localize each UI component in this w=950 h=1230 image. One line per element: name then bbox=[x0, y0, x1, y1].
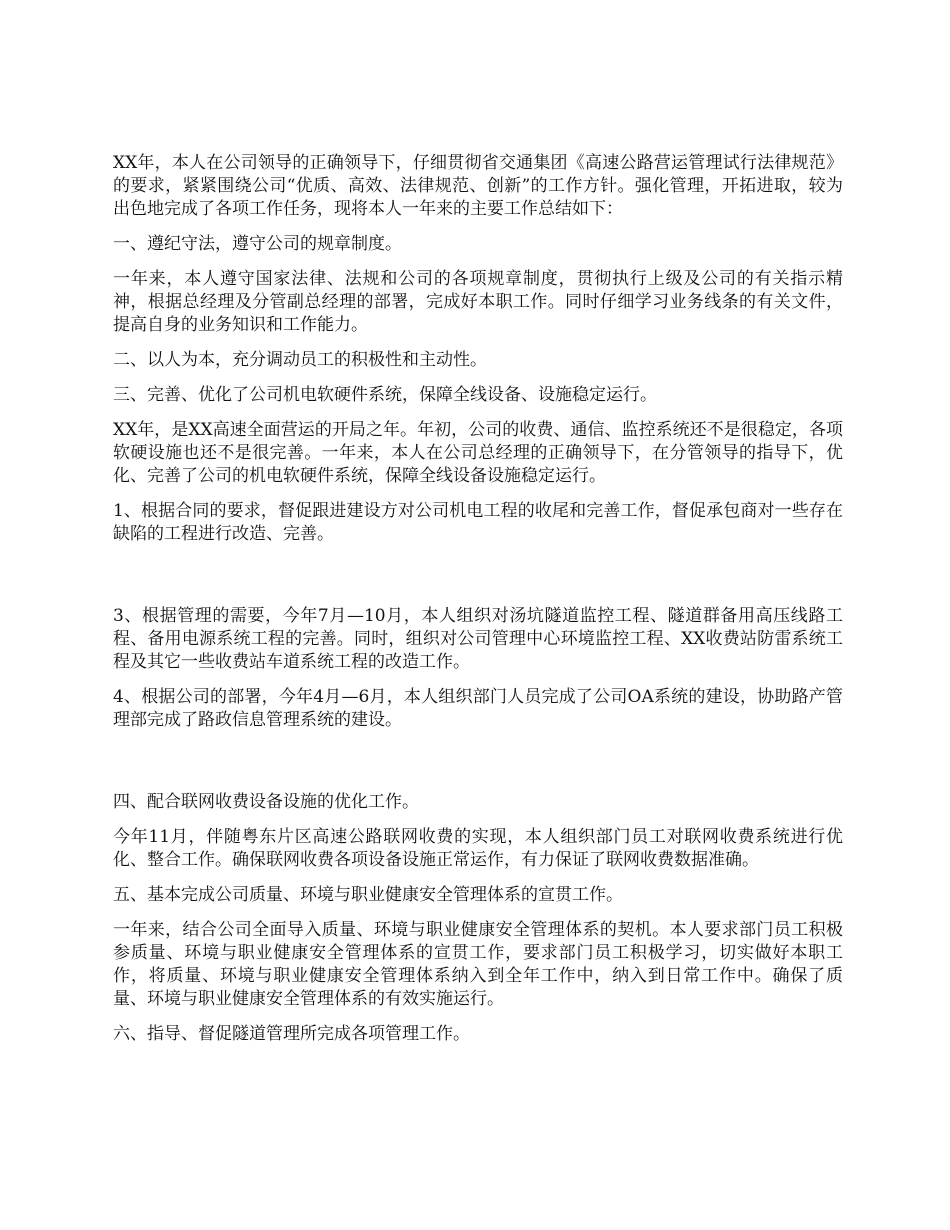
section-3-paragraph: XX年，是XX高速全面营运的开局之年。年初，公司的收费、通信、监控系统还不是很稳定，各项软硬设施也还不是很完善。一年来，本人在公司总经理的正确领导下，在分管领导的指导下，优化、完善了公司的机电软硬件系统，保障全线设备设施稳定运行。 bbox=[113, 420, 843, 486]
section-heading-3: 三、完善、优化了公司机电软硬件系统，保障全线设备、设施稳定运行。 bbox=[113, 385, 657, 405]
section-3-item-1: 1、根据合同的要求，督促跟进建设方对公司机电工程的收尾和完善工作，督促承包商对一些存在缺陷的工程进行改造、完善。 bbox=[113, 501, 843, 544]
section-heading-4: 四、配合联网收费设备设施的优化工作。 bbox=[113, 792, 419, 812]
section-3-item-4: 4、根据公司的部署，今年4月—6月，本人组织部门人员完成了公司OA系统的建设，协助路产管理部完成了路政信息管理系统的建设。 bbox=[113, 687, 843, 730]
intro-paragraph: XX年，本人在公司领导的正确领导下，仔细贯彻省交通集团《高速公路营运管理试行法律规范》的要求，紧紧围绕公司“优质、高效、法律规范、创新”的工作方针。强化管理，开拓进取，较为出色地完成了各项工作任务，现将本人一年来的主要工作总结如下： bbox=[113, 153, 843, 219]
blank-gap bbox=[113, 744, 843, 791]
document-body bbox=[113, 152, 843, 1058]
section-heading-6: 六、指导、督促隧道管理所完成各项管理工作。 bbox=[113, 1024, 470, 1044]
section-3-item-3: 3、根据管理的需要，今年7月—10月，本人组织对汤坑隧道监控工程、隧道群备用高压线路工程、备用电源系统工程的完善。同时，组织对公司管理中心环境监控工程、XX收费站防雷系统工程及其它一些收费站车道系统工程的改造工作。 bbox=[113, 606, 843, 672]
section-heading-5: 五、基本完成公司质量、环境与职业健康安全管理体系的宣贯工作。 bbox=[113, 885, 623, 905]
section-heading-1: 一、遵纪守法，遵守公司的规章制度。 bbox=[113, 234, 402, 254]
section-heading-2: 二、以人为本，充分调动员工的积极性和主动性。 bbox=[113, 350, 487, 370]
blank-gap bbox=[113, 558, 843, 605]
section-1-paragraph: 一年来，本人遵守国家法律、法规和公司的各项规章制度，贯彻执行上级及公司的有关指示精神，根据总经理及分管副总经理的部署，完成好本职工作。同时仔细学习业务线条的有关文件，提高自身的业务知识和工作能力。 bbox=[113, 269, 843, 335]
section-4-paragraph: 今年11月，伴随粤东片区高速公路联网收费的实现，本人组织部门员工对联网收费系统进行优化、整合工作。确保联网收费各项设备设施正常运作，有力保证了联网收费数据准确。 bbox=[113, 827, 843, 870]
section-5-paragraph: 一年来，结合公司全面导入质量、环境与职业健康安全管理体系的契机。本人要求部门员工积极参质量、环境与职业健康安全管理体系的宣贯工作，要求部门员工积极学习，切实做好本职工作，将质量、环境与职业健康安全管理体系纳入到全年工作中，纳入到日常工作中。确保了质量、环境与职业健康安全管理体系的有效实施运行。 bbox=[113, 920, 843, 1009]
